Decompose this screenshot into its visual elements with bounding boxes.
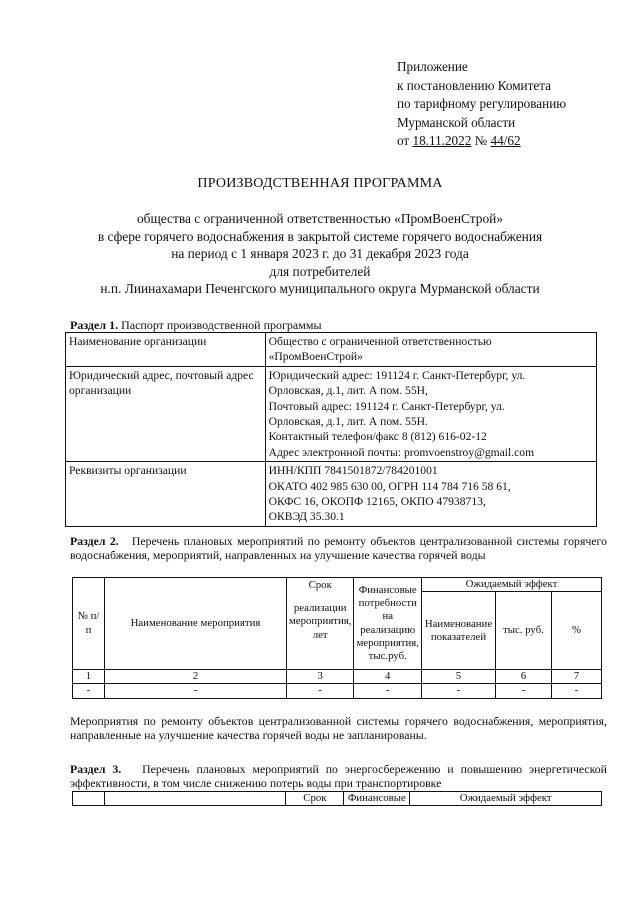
table-cell: - bbox=[104, 684, 286, 698]
section2-label: Раздел 2. bbox=[70, 534, 119, 548]
appendix-from-prefix: от bbox=[397, 133, 410, 148]
value-line: ОКФС 16, ОКОПФ 12165, ОКПО 47938713, bbox=[268, 495, 486, 509]
passport-key: Реквизиты организации bbox=[66, 462, 266, 527]
value-line: Контактный телефон/факс 8 (812) 616-02-12 bbox=[268, 430, 487, 444]
document-title: ПРОИЗВОДСТВЕННАЯ ПРОГРАММА bbox=[197, 176, 443, 191]
appendix-date-line bbox=[397, 132, 566, 151]
table-cell: 3 bbox=[286, 670, 354, 684]
table-cell: 1 bbox=[73, 670, 105, 684]
appendix-date: 18.11.2022 bbox=[412, 133, 472, 148]
value-line: ИНН/КПП 7841501872/784201001 bbox=[268, 464, 438, 478]
table-cell: - bbox=[551, 684, 601, 698]
table-row bbox=[66, 366, 597, 461]
passport-key: Наименование организации bbox=[66, 333, 266, 367]
passport-table bbox=[65, 332, 597, 527]
table-cell: - bbox=[421, 684, 495, 698]
table-cell: 2 bbox=[104, 670, 286, 684]
value-line: Общество с ограниченной ответственностью bbox=[268, 335, 492, 348]
table-cell: - bbox=[286, 684, 354, 698]
header-finance: Финансовые bbox=[344, 792, 410, 806]
subtitle-line-3: на период с 1 января 2023 г. до 31 декабря 2023 года bbox=[171, 246, 469, 262]
appendix-line-3: по тарифному регулированию bbox=[397, 96, 567, 111]
passport-value bbox=[265, 462, 596, 527]
header-num: № п/п bbox=[73, 578, 105, 670]
section3-label: Раздел 3. bbox=[70, 762, 122, 776]
appendix-line-4: Мурманской области bbox=[397, 114, 516, 130]
value-line: ОКВЭД 35.30.1 bbox=[268, 510, 345, 524]
value-line: «ПромВоенСтрой» bbox=[268, 350, 363, 364]
header-name: Наименование мероприятия bbox=[104, 578, 286, 670]
header-effect-pct: % bbox=[551, 592, 601, 670]
subtitle-line-5: н.п. Лиинахамари Печенгского муниципального округа Мурманской области bbox=[100, 281, 540, 297]
section2-note: Мероприятия по ремонту объектов централизованной системы горячего водоснабжения, мероприятия, направленные на улучшение качества горячей воды не запланированы. bbox=[70, 714, 607, 743]
table-header-row bbox=[73, 792, 602, 806]
section2-heading bbox=[70, 534, 607, 563]
appendix-number-sign: № bbox=[474, 133, 488, 148]
header-effect: Ожидаемый эффект bbox=[410, 792, 602, 806]
passport-value bbox=[265, 366, 596, 461]
table-cell bbox=[73, 792, 105, 806]
passport-value bbox=[265, 333, 596, 367]
section3-heading bbox=[70, 762, 607, 791]
appendix-number: 44/62 bbox=[490, 133, 521, 148]
table-row bbox=[66, 333, 597, 367]
document-subtitle bbox=[20, 210, 620, 298]
value-line: ОКАТО 402 985 630 00, ОГРН 114 784 716 58 61, bbox=[268, 479, 511, 493]
measures-table bbox=[72, 577, 602, 699]
header-effect: Ожидаемый эффект bbox=[421, 578, 601, 592]
header-finance: Финансовые потребности на реализацию мероприятия, тыс.руб. bbox=[354, 578, 422, 670]
subtitle-line-2: в сфере горячего водоснабжения в закрытой системе горячего водоснабжения bbox=[97, 228, 543, 244]
table-row bbox=[73, 684, 602, 698]
header-effect-rub: тыс. руб. bbox=[495, 592, 551, 670]
value-line: Орловская, д.1, лит. А пом. 55Н. bbox=[268, 415, 428, 429]
appendix-block bbox=[397, 58, 566, 151]
table-header-row bbox=[73, 578, 602, 592]
table-cell: - bbox=[495, 684, 551, 698]
value-line: Юридический адрес: 191124 г. Санкт-Петербург, ул. bbox=[268, 368, 526, 382]
table-cell: - bbox=[354, 684, 422, 698]
section1-title: Паспорт производственной программы bbox=[121, 318, 322, 332]
value-line: Почтовый адрес: 191124 г. Санкт-Петербург, ул. bbox=[268, 399, 505, 413]
section1-heading bbox=[70, 318, 322, 333]
table-cell bbox=[104, 792, 286, 806]
header-term bbox=[286, 578, 354, 670]
table-cell: 7 bbox=[551, 670, 601, 684]
value-line: Орловская, д.1, лит. А пом. 55Н, bbox=[268, 384, 428, 398]
header-term: Срок bbox=[286, 792, 344, 806]
value-line: Адрес электронной почты: promvoenstroy@gmail.com bbox=[268, 445, 535, 459]
table-cell: 6 bbox=[495, 670, 551, 684]
energy-table bbox=[72, 791, 602, 806]
table-cell: 4 bbox=[354, 670, 422, 684]
table-row bbox=[73, 670, 602, 684]
table-cell: 5 bbox=[421, 670, 495, 684]
appendix-line-2: к постановлению Комитета bbox=[397, 77, 551, 93]
table-cell: - bbox=[73, 684, 105, 698]
header-term-top: Срок bbox=[308, 579, 332, 591]
appendix-line-1: Приложение bbox=[397, 59, 468, 74]
header-effect-name: Наименование показателей bbox=[421, 592, 495, 670]
section2-title: Перечень плановых мероприятий по ремонту объектов централизованной системы горячего водоснабжения, мероприятий, направленных на улучшение качества горячей воды bbox=[70, 534, 607, 563]
subtitle-line-4: для потребителей bbox=[269, 263, 371, 279]
section3-title: Перечень плановых мероприятий по энергосбережению и повышению энергетической эффективности, в том числе снижению потерь воды при транспортировке bbox=[70, 762, 607, 791]
subtitle-line-1: общества с ограниченной ответственностью «ПромВоенСтрой» bbox=[136, 211, 504, 226]
table-row bbox=[66, 462, 597, 527]
section1-label: Раздел 1. bbox=[70, 318, 119, 332]
passport-key: Юридический адрес, почтовый адрес организации bbox=[66, 366, 266, 461]
header-term-bottom: реализации мероприятия, лет bbox=[288, 602, 352, 641]
